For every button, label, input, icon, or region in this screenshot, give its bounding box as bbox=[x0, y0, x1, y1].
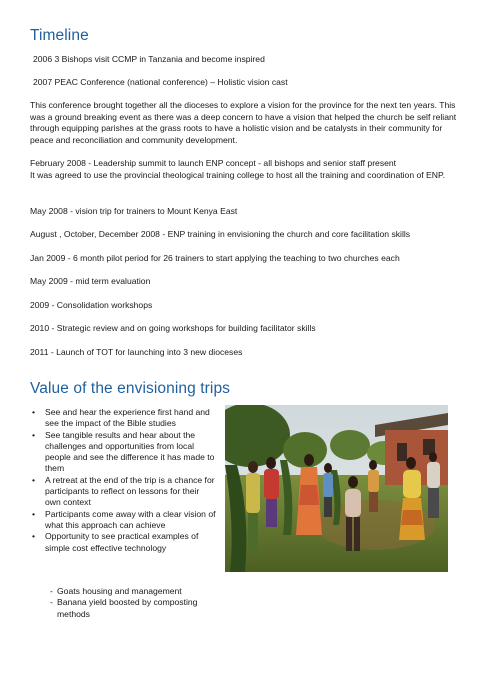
value-bullet-list bbox=[30, 407, 216, 554]
sub-item: - Goats housing and management bbox=[50, 586, 220, 597]
timeline-heading: Timeline bbox=[30, 27, 89, 44]
timeline-event: August , October, December 2008 - ENP training in envisioning the church and core facilitation skills bbox=[30, 229, 411, 239]
timeline-event: 2009 - Consolidation workshops bbox=[30, 300, 153, 310]
timeline-event: May 2009 - mid term evaluation bbox=[30, 276, 151, 286]
value-bullet: • See tangible results and hear about the challenges and opportunities from local people and see the difference it has made to them bbox=[30, 430, 216, 475]
technology-sub-list bbox=[50, 586, 220, 620]
conference-paragraph: This conference brought together all the dioceses to explore a vision for the province for the next ten years. This was a ground breaking event as there was a deep concern to have a vision that helped the church be self reliant through equipping parishes at the grass roots to have a holistic vision and be catalysts in their community for peace and reconciliation and community development. bbox=[30, 100, 457, 145]
timeline-event: 2011 - Launch of TOT for launching into 3 new dioceses bbox=[30, 347, 243, 357]
sub-item: - Banana yield boosted by composting methods bbox=[50, 597, 220, 620]
timeline-event: Jan 2009 - 6 month pilot period for 26 trainers to start applying the teaching to two churches each bbox=[30, 253, 400, 263]
timeline-feb-2008-followup: It was agreed to use the provincial theological training college to host all the training and coordination of ENP. bbox=[30, 170, 445, 180]
timeline-event: 2010 - Strategic review and on going workshops for building facilitator skills bbox=[30, 323, 316, 333]
timeline-entry-2007: 2007 PEAC Conference (national conference) – Holistic vision cast bbox=[33, 77, 288, 87]
value-bullet: • A retreat at the end of the trip is a chance for participants to reflect on lessons for their own context bbox=[30, 475, 216, 509]
value-heading: Value of the envisioning trips bbox=[30, 380, 231, 397]
timeline-event: May 2008 - vision trip for trainers to Mount Kenya East bbox=[30, 206, 238, 216]
value-bullet: • See and hear the experience first hand and see the impact of the Bible studies bbox=[30, 407, 216, 430]
envisioning-trip-photo bbox=[225, 405, 448, 572]
timeline-entry-2006: 2006 3 Bishops visit CCMP in Tanzania and become inspired bbox=[33, 54, 265, 64]
value-bullet: • Participants come away with a clear vision of what this approach can achieve bbox=[30, 509, 216, 532]
value-bullet: • Opportunity to see practical examples of simple cost effective technology bbox=[30, 531, 216, 554]
timeline-feb-2008: February 2008 - Leadership summit to launch ENP concept - all bishops and senior staff present bbox=[30, 158, 397, 168]
